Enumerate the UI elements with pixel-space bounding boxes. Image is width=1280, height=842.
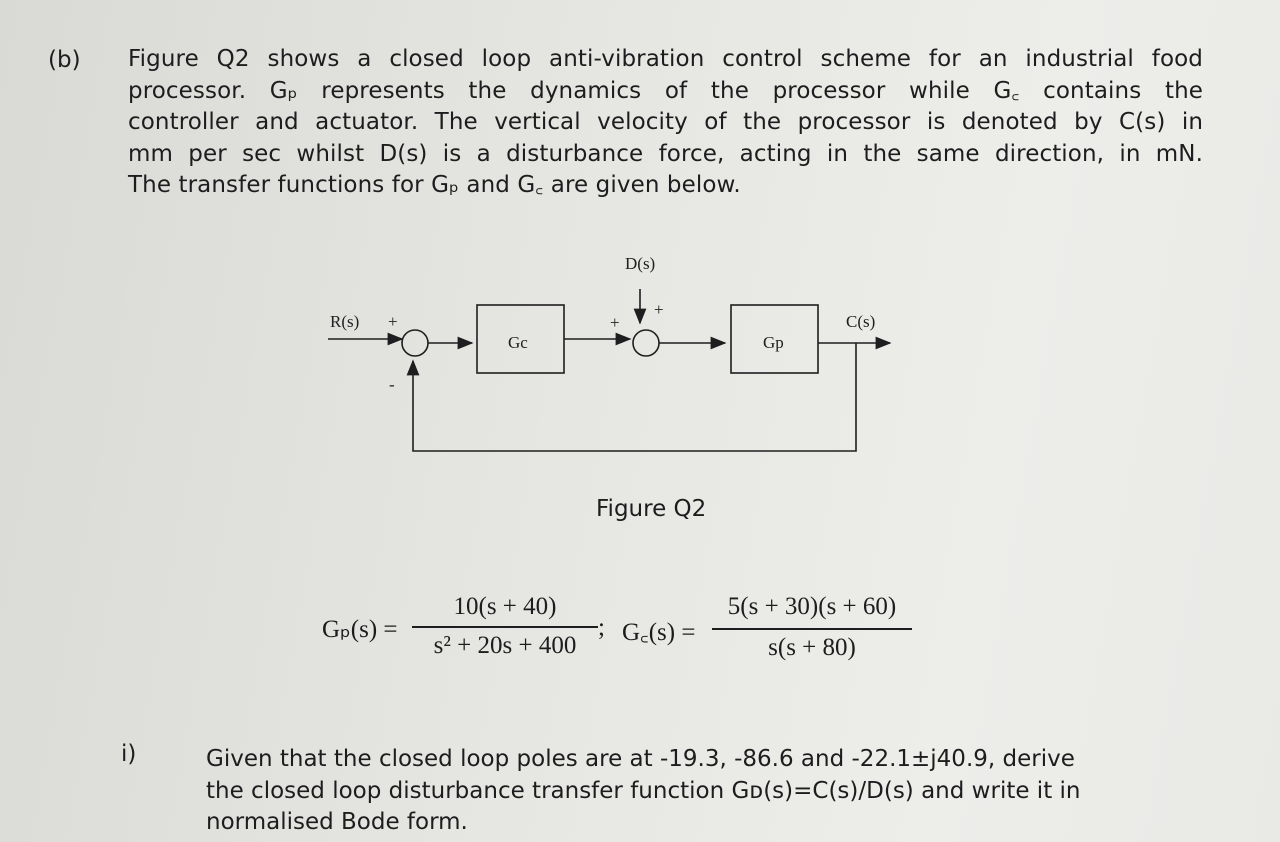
disturbance-label: D(s) bbox=[625, 254, 656, 273]
gp-numerator: 10(s + 40) bbox=[453, 593, 557, 620]
gp-lhs: Gₚ(s) = bbox=[322, 616, 398, 643]
question-b-line: The transfer functions for Gₚ and G꜀ are given below. bbox=[128, 172, 741, 198]
gc-numerator: 5(s + 30)(s + 60) bbox=[727, 593, 897, 620]
question-i-text bbox=[206, 744, 1216, 839]
sum2-plus-left: + bbox=[610, 313, 620, 332]
equation-separator: ; bbox=[598, 614, 605, 641]
gc-lhs: G꜀(s) = bbox=[622, 619, 696, 646]
feedback-path bbox=[413, 343, 856, 451]
question-i-line: the closed loop disturbance transfer function Gᴅ(s)=C(s)/D(s) and write it in bbox=[206, 777, 1081, 804]
summing-junction-1 bbox=[402, 330, 428, 356]
sum1-minus-sign: - bbox=[389, 375, 395, 394]
output-label: C(s) bbox=[846, 312, 876, 331]
gc-fraction-bar bbox=[712, 628, 912, 630]
sum1-plus-sign: + bbox=[388, 312, 398, 331]
input-label: R(s) bbox=[330, 312, 360, 331]
controller-block-label: Gc bbox=[508, 333, 528, 352]
gp-denominator: s² + 20s + 400 bbox=[433, 632, 577, 659]
gc-denominator: s(s + 80) bbox=[768, 634, 856, 661]
block-diagram bbox=[300, 245, 900, 465]
question-b-line: processor. Gₚ represents the dynamics of the processor while G꜀ contains the bbox=[128, 77, 1203, 104]
question-i-label: i) bbox=[121, 741, 137, 767]
figure-caption: Figure Q2 bbox=[596, 496, 707, 522]
question-i-line: Given that the closed loop poles are at -19.3, -86.6 and -22.1±j40.9, derive bbox=[206, 746, 1075, 772]
question-i-line: normalised Bode form. bbox=[206, 809, 468, 835]
question-b-line: controller and actuator. The vertical velocity of the processor is denoted by C(s) in bbox=[128, 109, 1203, 135]
sum2-plus-top: + bbox=[654, 300, 664, 319]
question-b-line: Figure Q2 shows a closed loop anti-vibration control scheme for an industrial food bbox=[128, 46, 1203, 72]
question-b-line: mm per sec whilst D(s) is a disturbance force, acting in the same direction, in mN. bbox=[128, 140, 1203, 167]
question-b-text bbox=[128, 44, 1203, 202]
question-b-label: (b) bbox=[48, 47, 81, 73]
gp-fraction-bar bbox=[412, 626, 598, 628]
plant-block-label: Gp bbox=[763, 333, 784, 352]
summing-junction-2 bbox=[633, 330, 659, 356]
